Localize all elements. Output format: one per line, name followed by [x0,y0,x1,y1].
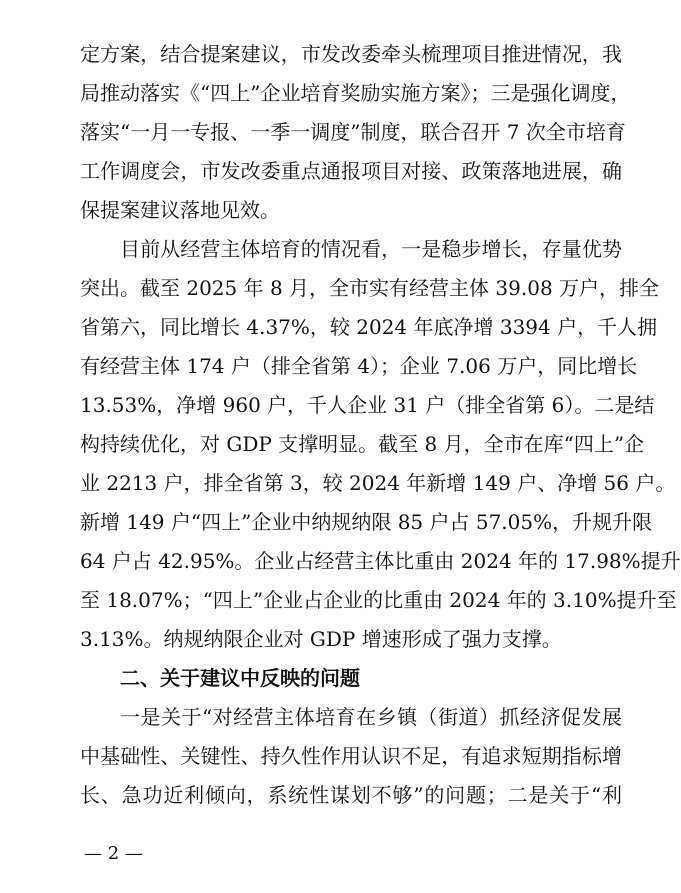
body-text-line: 目前从经营主体培育的情况看，一是稳步增长，存量优势 [120,237,622,261]
body-text-line: 64 户占 42.95%。企业占经营主体比重由 2024 年的 17.98%提升 [80,549,681,573]
body-text-line: 突出。截至 2025 年 8 月，全市实有经营主体 39.08 万户，排全 [80,276,660,300]
body-text-line: 构持续优化，对 GDP 支撑明显。截至 8 月，全市在库“四上”企 [80,432,645,456]
body-text-line: 新增 149 户“四上”企业中纳规纳限 85 户占 57.05%，升规升限 [80,510,653,534]
body-text-line: 有经营主体 174 户（排全省第 4）；企业 7.06 万户，同比增长 [80,354,638,378]
section-heading: 二、关于建议中反映的问题 [120,666,360,690]
body-text-line: 一是关于“对经营主体培育在乡镇（街道）抓经济促发展 [120,705,622,729]
body-text-line: 定方案，结合提案建议，市发改委牵头梳理项目推进情况，我 [80,42,622,66]
body-text-line: 至 18.07%；“四上”企业占企业的比重由 2024 年的 3.10%提升至 [80,588,677,612]
body-text-line: 13.53%，净增 960 户，千人企业 31 户（排全省第 6）。二是结 [80,393,655,417]
body-text-line: 工作调度会，市发改委重点通报项目对接、政策落地进展，确 [80,159,622,183]
body-text-line: 保提案建议落地见效。 [80,198,280,222]
body-text-line: 落实“一月一专报、一季一调度”制度，联合召开 7 次全市培育 [80,120,626,144]
body-text-line: 业 2213 户，排全省第 3，较 2024 年新增 149 户、净增 56 户。 [80,471,676,495]
page-number: — 2 — [84,843,143,864]
body-text-line: 中基础性、关键性、持久性作用认识不足，有追求短期指标增 [80,744,622,768]
body-text-line: 长、急功近利倾向，系统性谋划不够”的问题；二是关于“利 [80,783,622,807]
body-text-line: 省第六，同比增长 4.37%，较 2024 年底净增 3394 户，千人拥 [80,315,658,339]
body-text-line: 局推动落实《“四上”企业培育奖励实施方案》；三是强化调度， [80,81,631,105]
body-text-line: 3.13%。纳规纳限企业对 GDP 增速形成了强力支撑。 [80,627,562,651]
